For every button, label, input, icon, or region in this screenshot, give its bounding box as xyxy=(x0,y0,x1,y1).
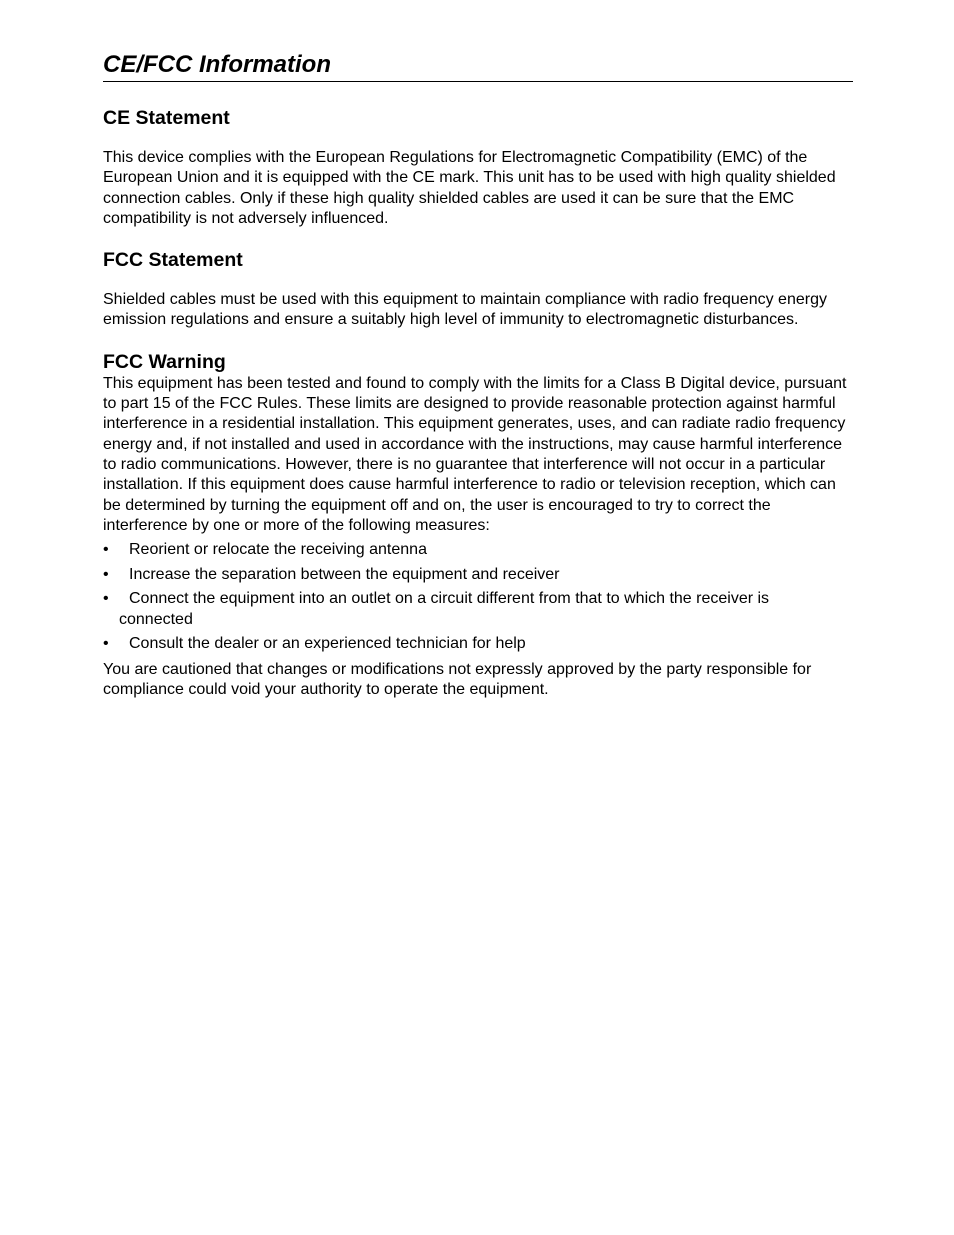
page-title: CE/FCC Information xyxy=(103,50,853,82)
document-page xyxy=(103,50,853,700)
measure-text: Increase the separation between the equipment and receiver xyxy=(129,565,560,583)
list-item xyxy=(103,589,853,630)
list-item xyxy=(103,565,853,585)
caution-text: You are cautioned that changes or modifications not expressly approved by the party responsible for compliance could void your authority to operate the equipment. xyxy=(103,660,812,698)
measure-text: Connect the equipment into an outlet on a circuit different from that to which the receiver is xyxy=(129,590,770,608)
measures-list xyxy=(103,540,853,654)
list-item xyxy=(103,634,853,654)
bullet-icon: • xyxy=(103,565,109,583)
fcc-statement-heading: FCC Statement xyxy=(103,249,243,272)
ce-statement-text: This device complies with the European Regulations for Electromagnetic Compatibility (EMC) of the European Union and it is equipped with the CE mark. This unit has to be used with high quality shielded connection cables. Only if these high quality shielded cables are used it can be sure that the EMC compatibility is not adversely influenced. xyxy=(103,149,836,227)
measure-text-continuation: connected xyxy=(119,610,193,628)
fcc-statement-text: Shielded cables must be used with this equipment to maintain compliance with radio frequency energy emission regulations and ensure a suitably high level of immunity to electromagnetic disturbances. xyxy=(103,291,827,329)
bullet-icon: • xyxy=(103,590,109,608)
fcc-warning-heading: FCC Warning xyxy=(103,350,226,373)
list-item xyxy=(103,540,853,560)
measure-text: Consult the dealer or an experienced technician for help xyxy=(129,635,526,653)
ce-statement-heading: CE Statement xyxy=(103,107,230,129)
measure-text: Reorient or relocate the receiving antenna xyxy=(129,541,427,559)
bullet-icon: • xyxy=(103,541,109,559)
bullet-icon: • xyxy=(103,635,109,653)
fcc-warning-text: This equipment has been tested and found to comply with the limits for a Class B Digital device, pursuant to part 15 of the FCC Rules. These limits are designed to provide reasonable protection against harmful interference in a residential installation. This equipment generates, uses, and can radiate radio frequency energy and, if not installed and used in accordance with the instructions, may cause harmful interference to radio communications. However, there is no guarantee that interference will not occur in a particular installation. If this equipment does cause harmful interference to radio or television reception, which can be determined by turning the equipment off and on, the user is encouraged to try to correct the interference by one or more of the following measures: xyxy=(103,374,847,534)
